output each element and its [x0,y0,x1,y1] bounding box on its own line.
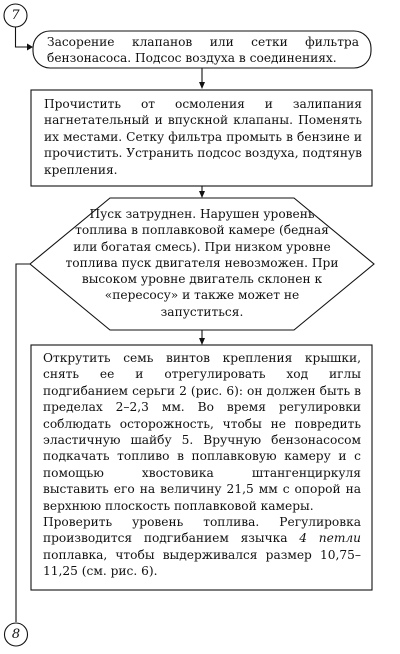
arrowhead-2 [199,191,205,198]
action2-paragraph-2 [43,514,361,580]
arrowhead-1 [199,82,205,89]
action2-p2-after: поплавка, чтобы выдерживался размер 10,75–11,25 (см. рис. 6). [43,547,361,579]
connector-line-bottom [16,264,30,622]
action2-paragraph-1: Открутить семь винтов крепления крышки, снять ее и отрегулировать ход иглы подгибанием серьги 2 (рис. 6): он должен быть в пределах 2–2,3 мм. Во время регулировки соблюдать осторожность, чтобы не повредить эластичную шайбу 5. Вручную бензонасосом подкачать топливо в поплавковую камеру и с помощью хвостовика штангенциркуля выставить его на величину 21,5 мм с опорой на верхнюю плоскость поплавковой камеры. [43,351,361,513]
connector-label-top: 7 [11,7,20,23]
problem-text: Засорение клапанов или сетки фильтра бензонасоса. Подсос воздуха в соединениях. [47,35,359,66]
connector-line-top [16,27,28,47]
action2-p2-italic: 4 петли [299,531,362,546]
action2-p2-before: Проверить уровень топлива. Регулировка производится подгибанием язычка [43,515,361,546]
decision-text: Пуск затруднен. Нарушен уровень топлива в поплавковой камере (бедная или богатая смесь). При низком уровне топлива пуск двигателя невозможен. При высоком уровне двигатель склонен к «пересосу» и также может не запуститься. [65,207,339,319]
arrowhead-top [27,44,33,51]
connector-label-bottom: 8 [11,626,21,642]
arrowhead-3 [199,338,205,345]
action1-text: Прочистить от осмоления и залипания нагнетательный и впускной клапаны. Поменять их местами. Сетку фильтра промыть в бензине и прочистить. Устранить подсос воздуха, подтянув крепления. [44,97,362,177]
action2-text [43,350,361,580]
